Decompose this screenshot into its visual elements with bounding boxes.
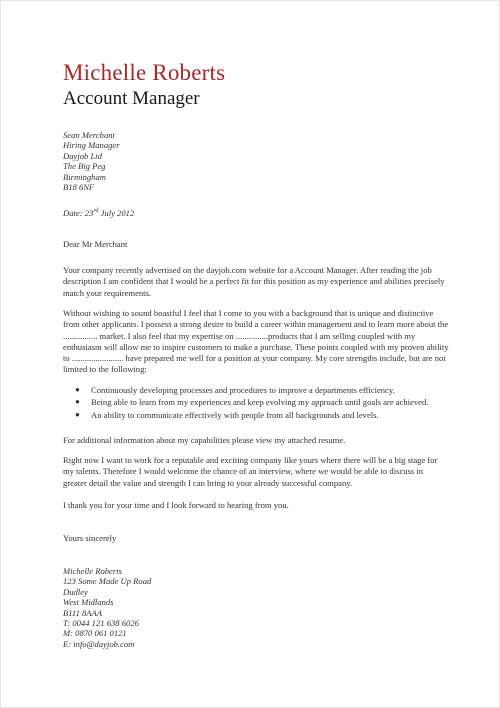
closing-line: Yours sincerely [63,533,117,543]
recipient-company: Dayjob Ltd [63,150,102,161]
list-item [63,384,449,396]
paragraph-thanks: I thank you for your time and I look forward to hearing from you. [63,500,289,510]
applicant-name: Michelle Roberts [63,60,226,85]
date-rest: July 2012 [98,208,135,218]
sender-county: West Midlands [63,597,114,608]
paragraph-interview: Right now I want to work for a reputable and exciting company like yours where there will be a big stage for my talents. Therefore I would welcome the chance of an interview, where we would be able to discuss in greater detail the value and strength I can bring to your already successful company. [63,455,438,488]
sender-telephone: T: 0044 121 638 6026 [63,618,139,629]
paragraph-background: Without wishing to sound boastful I feel that I come to you with a background that is unique and distinctive from other applicants. I possess a strong desire to build a career within management and to learn more about the ................ market. I also feel that my expertise on ...............products that I am selling coupled with my enthusiasm will allow me to inspire customers to make a purchase. These points coupled with my proven ability to ........................ have prepared me well for a position at your company. My core strengths include, but are not limited to the following: [63,308,449,375]
job-title: Account Manager [63,88,200,109]
recipient-position: Hiring Manager [63,140,120,151]
list-item [63,409,449,421]
salutation: Dear Mr Merchant [63,239,128,249]
recipient-name: Sean Merchant [63,130,115,140]
bullet-icon: ● [75,397,80,407]
recipient-address [63,130,120,192]
sender-name: Michelle Roberts [63,566,122,576]
recipient-street: The Big Peg [63,161,106,172]
strengths-list [63,384,449,421]
list-item [63,396,449,408]
recipient-city: Birmingham [63,171,106,182]
sender-street: 123 Some Made Up Road [63,576,152,587]
paragraph-additional-info: For additional information about my capabilities please view my attached resume. [63,435,346,445]
letter-date [63,208,134,219]
bullet-icon: ● [75,409,80,419]
sender-email: E: info@dayjob.com [63,638,135,649]
date-suffix: rd [93,208,99,215]
date-prefix: Date: 23 [63,208,94,218]
sender-mobile: M: 0870 061 0121 [63,628,127,639]
list-item-text: An ability to communicate effectively with people from all backgrounds and levels. [91,409,379,420]
paragraph-intro: Your company recently advertised on the dayjob.com website for a Account Manager. After reading the job description I am confident that I would be a perfect fit for this position as my experience and abilities precisely match your requirements. [63,265,445,298]
list-item-text: Continuously developing processes and procedures to improve a departments efficiency. [91,385,395,395]
signature-block [63,566,151,649]
bullet-icon: ● [75,385,80,394]
sender-town: Dudley [63,586,88,597]
recipient-postcode: B18 6NF [63,182,95,193]
sender-postcode: B111 8AAA [63,607,103,618]
list-item-text: Being able to learn from my experiences and keep evolving my approach until goals are achieved. [91,397,429,408]
